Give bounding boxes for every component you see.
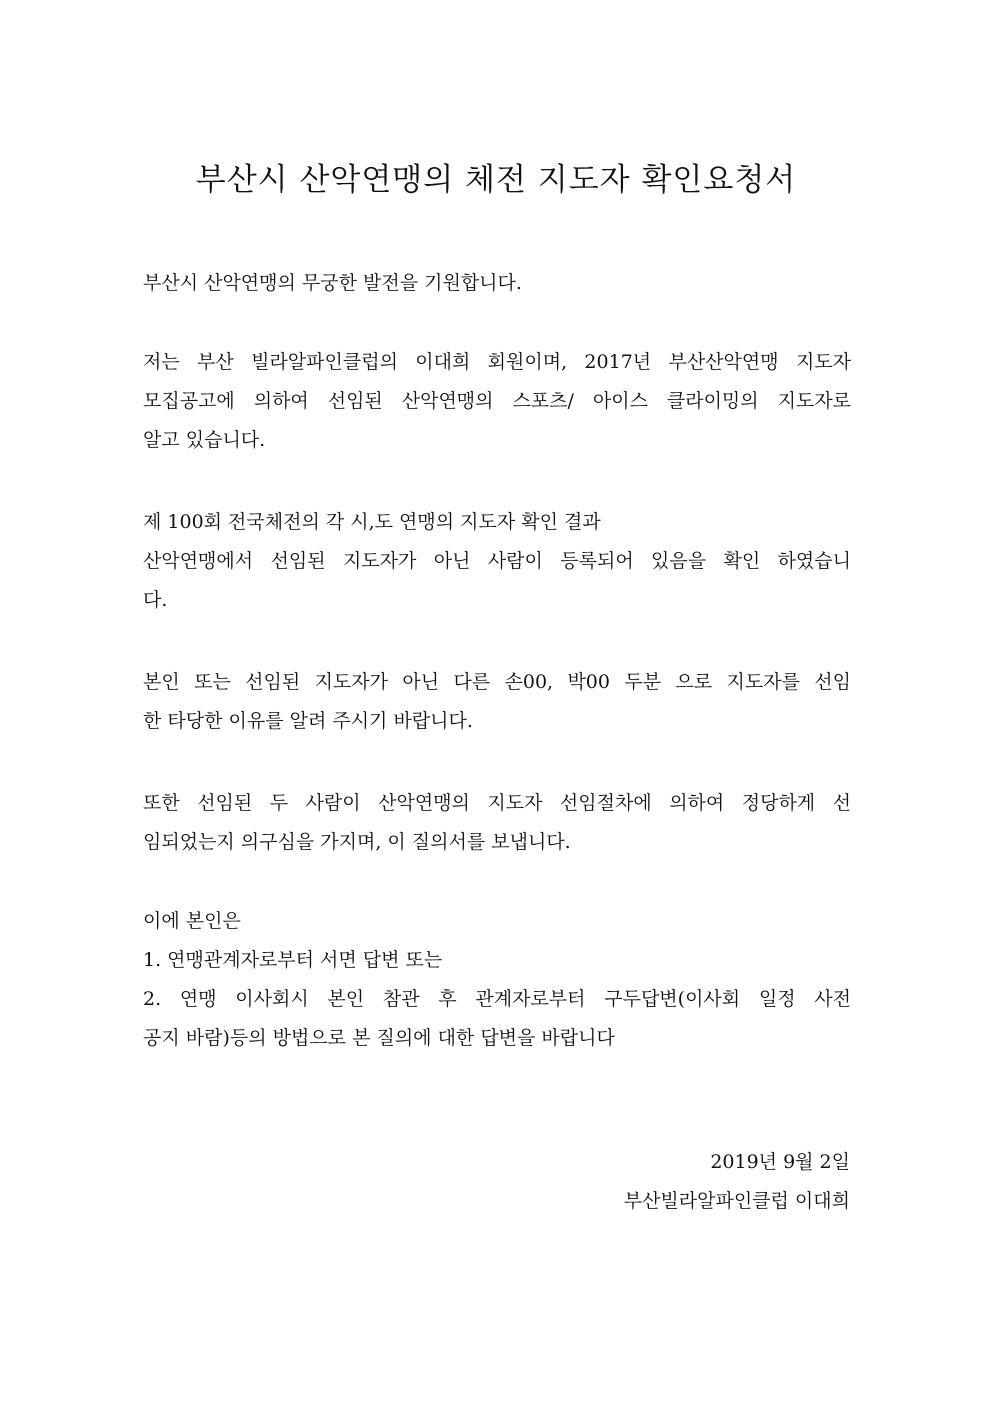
paragraph-line: 저는 부산 빌라알파인클럽의 이대희 회원이며, 2017년 부산산악연맹 지도자 bbox=[143, 351, 851, 373]
paragraph-request bbox=[143, 663, 851, 741]
paragraph-line: 제 100회 전국체전의 각 시,도 연맹의 지도자 확인 결과 bbox=[143, 511, 601, 533]
document-title: 부산시 산악연맹의 체전 지도자 확인요청서 bbox=[195, 162, 797, 198]
signature-block bbox=[624, 1143, 850, 1221]
paragraph-doubt bbox=[143, 784, 851, 862]
paragraph-line: 또한 선임된 두 사람이 산악연맹의 지도자 선임절차에 의하여 정당하게 선 bbox=[143, 792, 851, 814]
paragraph-line: 임되었는지 의구심을 가지며, 이 질의서를 보냅니다. bbox=[143, 831, 571, 853]
list-item: 1. 연맹관계자로부터 서면 답변 또는 bbox=[143, 949, 443, 971]
paragraph-line: 부산시 산악연맹의 무궁한 발전을 기원합니다. bbox=[143, 272, 522, 294]
paragraph-line: 모집공고에 의하여 선임된 산악연맹의 스포츠/ 아이스 클라이밍의 지도자로 bbox=[143, 390, 851, 412]
paragraph-line: 다. bbox=[143, 589, 168, 611]
list-item: 2. 연맹 이사회시 본인 참관 후 관계자로부터 구두답변(이사회 일정 사전 bbox=[143, 988, 851, 1010]
paragraph-line: 본인 또는 선임된 지도자가 아닌 다른 손00, 박00 두분 으로 지도자를 선임 bbox=[143, 671, 851, 693]
paragraph-line: 한 타당한 이유를 알려 주시기 바랍니다. bbox=[143, 710, 473, 732]
paragraph-line: 이에 본인은 bbox=[143, 910, 241, 932]
paragraph-demands bbox=[143, 902, 851, 1058]
paragraph-line: 공지 바람)등의 방법으로 본 질의에 대한 답변을 바랍니다 bbox=[143, 1027, 615, 1049]
paragraph-line: 알고 있습니다. bbox=[143, 429, 266, 451]
paragraph-greeting bbox=[143, 264, 851, 303]
paragraph-line: 산악연맹에서 선임된 지도자가 아닌 사람이 등록되어 있음을 확인 하였습니 bbox=[143, 550, 851, 572]
signature-date: 2019년 9월 2일 bbox=[710, 1151, 850, 1173]
paragraph-introduction bbox=[143, 343, 851, 460]
signature-signer: 부산빌라알파인클럽 이대희 bbox=[623, 1190, 850, 1212]
paragraph-finding bbox=[143, 503, 851, 620]
